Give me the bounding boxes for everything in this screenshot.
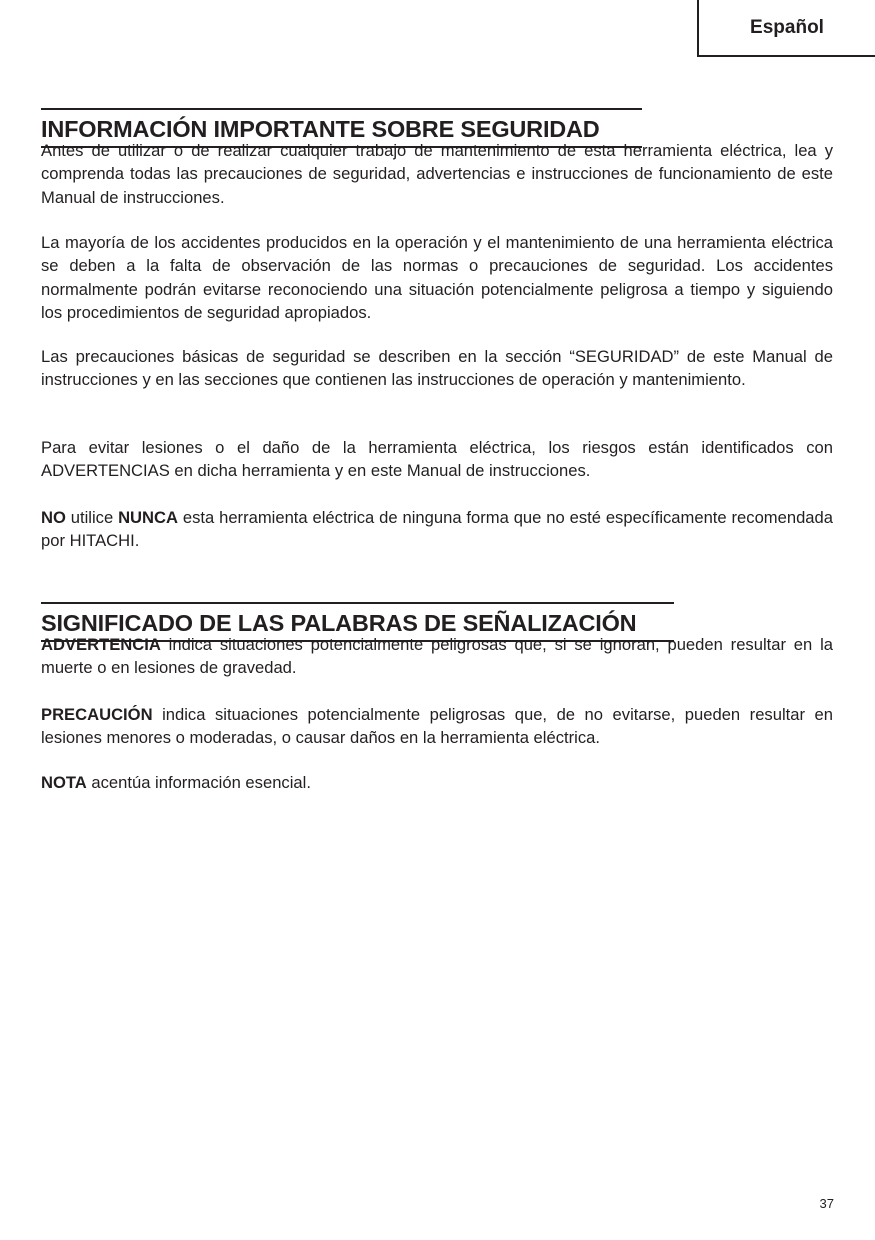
no-emphasis: NO <box>41 508 66 527</box>
never-use-text-2: esta herramienta eléctrica de ninguna forma que no esté específicamente recomendada por HITACHI. <box>41 508 833 551</box>
never-use-paragraph <box>41 506 833 553</box>
note-term: NOTA <box>41 773 87 792</box>
caution-term: PRECAUCIÓN <box>41 705 153 724</box>
language-tab: Español <box>697 0 875 57</box>
note-text: acentúa información esencial. <box>86 773 311 792</box>
intro-paragraph: Antes de utilizar o de realizar cualquier trabajo de mantenimiento de esta herramienta eléctrica, lea y comprenda todas las precauciones de seguridad, advertencias e instrucciones de funcionamiento de este Manual de instrucciones. <box>41 141 833 207</box>
signal-words-heading: SIGNIFICADO DE LAS PALABRAS DE SEÑALIZACIÓN <box>41 602 674 643</box>
safety-information-heading: INFORMACIÓN IMPORTANTE SOBRE SEGURIDAD <box>41 108 642 149</box>
warning-text: indica situaciones potencialmente peligrosas que, si se ignoran, pueden resultar en la muerte o en lesiones de gravedad. <box>41 635 833 678</box>
accidents-paragraph: La mayoría de los accidentes producidos en la operación y el mantenimiento de una herramienta eléctrica se deben a la falta de observación de las normas o precauciones de seguridad. Los accidentes normalmente podrán evitarse reconociendo una situación potencialmente peligrosa a tiempo y siguiendo los procedimientos de seguridad apropiados. <box>41 233 833 322</box>
caution-text: indica situaciones potencialmente peligrosas que, de no evitarse, pueden resultar en lesiones menores o moderadas, o causar daños en la herramienta eléctrica. <box>41 705 833 748</box>
caution-definition <box>41 703 833 750</box>
never-emphasis: NUNCA <box>118 508 178 527</box>
note-definition <box>41 771 833 794</box>
warning-definition <box>41 633 833 680</box>
page-number: 37 <box>819 1196 834 1211</box>
warning-term: ADVERTENCIA <box>41 635 161 654</box>
never-use-text-1: utilice <box>65 508 119 527</box>
risks-paragraph: Para evitar lesiones o el daño de la herramienta eléctrica, los riesgos están identificados con ADVERTENCIAS en dicha herramienta y en este Manual de instrucciones. <box>41 438 833 481</box>
basic-precautions-paragraph: Las precauciones básicas de seguridad se describen en la sección “SEGURIDAD” de este Manual de instrucciones y en las secciones que contienen las instrucciones de operación y mantenimiento. <box>41 347 833 390</box>
